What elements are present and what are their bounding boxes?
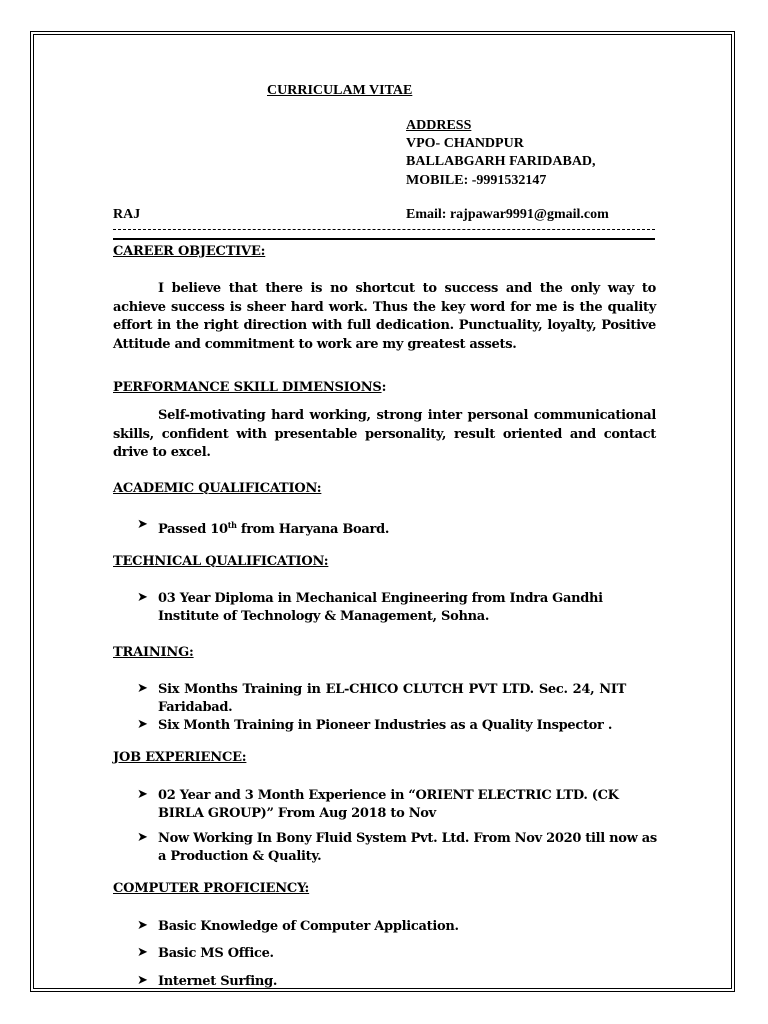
career-objective-text: I believe that there is no shortcut to success and the only way to achieve success is sheer hard work. Thus the key word for me is the quality effort in the right direction with full dedication. Punctuality, loyalty, Positive Attitude and commitment to work are my greatest assets. xyxy=(113,281,656,352)
job-item-text: 02 Year and 3 Month Experience in “ORIENT ELECTRIC LTD. (CK BIRLA GROUP)” From Aug 2018 to Nov xyxy=(158,788,619,821)
training-item-text: Six Months Training in EL-CHICO CLUTCH PVT LTD. Sec. 24, NIT Faridabad. xyxy=(158,682,626,715)
computer-item-text: Basic Knowledge of Computer Application. xyxy=(158,919,459,934)
dashed-divider xyxy=(113,229,655,237)
academic-heading: ACADEMIC QUALIFICATION: xyxy=(113,481,322,496)
arrowhead-bullet-icon: ➤ xyxy=(137,973,148,988)
computer-heading: COMPUTER PROFICIENCY: xyxy=(113,881,310,896)
performance-text: Self-motivating hard working, strong inter personal communicational skills, confident with presentable personality, result oriented and contact drive to excel. xyxy=(113,408,656,460)
arrowhead-bullet-icon: ➤ xyxy=(137,517,148,532)
training-item-text: Six Month Training in Pioneer Industries as a Quality Inspector . xyxy=(158,718,613,733)
solid-divider xyxy=(113,238,655,240)
training-heading: TRAINING: xyxy=(113,645,194,660)
performance-heading: PERFORMANCE SKILL DIMENSIONS: xyxy=(113,380,387,395)
career-objective-heading: CAREER OBJECTIVE: xyxy=(113,244,266,259)
academic-item-text: Passed 10th from Haryana Board. xyxy=(158,520,390,537)
arrowhead-bullet-icon: ➤ xyxy=(137,590,148,605)
job-heading: JOB EXPERIENCE: xyxy=(113,750,247,765)
arrowhead-bullet-icon: ➤ xyxy=(137,830,148,845)
arrowhead-bullet-icon: ➤ xyxy=(137,945,148,960)
address-heading: ADDRESS xyxy=(406,118,472,133)
arrowhead-bullet-icon: ➤ xyxy=(137,787,148,802)
candidate-name: RAJ xyxy=(113,207,141,222)
computer-item-text: Internet Surfing. xyxy=(158,974,278,989)
address-line-1: VPO- CHANDPUR xyxy=(406,136,524,151)
job-item-text: Now Working In Bony Fluid System Pvt. Ltd. From Nov 2020 till now as a Production & Quality. xyxy=(158,831,657,864)
technical-heading: TECHNICAL QUALIFICATION: xyxy=(113,554,329,569)
computer-item-text: Basic MS Office. xyxy=(158,946,274,961)
address-line-2: BALLABGARH FARIDABAD, xyxy=(406,154,596,169)
arrowhead-bullet-icon: ➤ xyxy=(137,717,148,732)
document-title: CURRICULAM VITAE xyxy=(267,83,413,98)
email-address: Email: rajpawar9991@gmail.com xyxy=(406,207,609,222)
technical-item-text: 03 Year Diploma in Mechanical Engineering from Indra Gandhi Institute of Technology & Management, Sohna. xyxy=(158,591,603,624)
mobile-number: MOBILE: -9991532147 xyxy=(406,173,547,188)
arrowhead-bullet-icon: ➤ xyxy=(137,918,148,933)
arrowhead-bullet-icon: ➤ xyxy=(137,681,148,696)
